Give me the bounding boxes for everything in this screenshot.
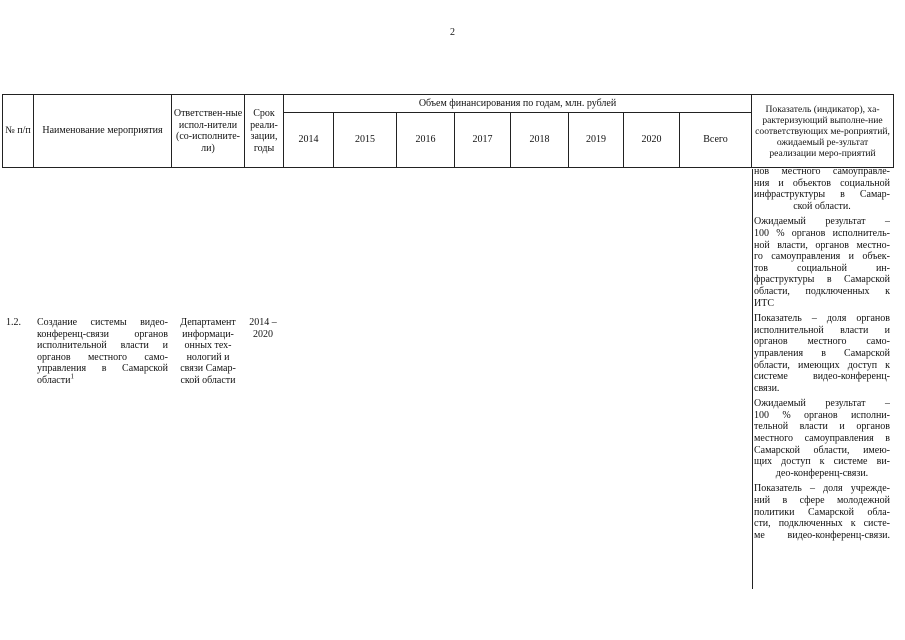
- row-responsible-line: онных тех-: [184, 340, 232, 352]
- indicator-line: ской области.: [793, 200, 851, 212]
- header-table: [2, 94, 894, 168]
- header-indicator: Показатель (индикатор), ха-рактеризующий выполне-ние соответствующих ме-роприятий, ожидаемый ре-зультат реализации меро-приятий: [752, 95, 894, 168]
- indicator-line: связи.: [754, 382, 780, 394]
- row-name-line: органов местного само-: [37, 351, 168, 363]
- row-responsible-line: информаци-: [182, 328, 234, 340]
- row-name-line: конференц-связи органов: [37, 328, 168, 340]
- header-year-2018: 2018: [511, 113, 569, 168]
- header-year-2015: 2015: [334, 113, 397, 168]
- indicator-continuation: [754, 166, 890, 212]
- indicator-line: области, имеющих доступ к: [754, 359, 890, 371]
- indicator-line: фраструктуры в Самарской: [754, 274, 890, 286]
- indicator-line: 100 % органов исполни-: [754, 409, 890, 421]
- page-number: 2: [450, 27, 455, 38]
- row-responsible-line: ской области: [180, 374, 236, 386]
- row-responsible-line: связи Самар-: [180, 363, 236, 375]
- indicator-line: политики Самарской обла-: [754, 506, 890, 518]
- indicator-line: щих доступ к системе ви-: [754, 456, 890, 468]
- row-responsible-line: Департамент: [180, 317, 236, 328]
- indicator-line: ной власти, органов местно-: [754, 239, 890, 251]
- header-responsible: Ответствен-ные испол-нители (со-исполните-ли): [172, 95, 245, 168]
- indicator-line: Показатель – доля учрежде-: [754, 483, 890, 495]
- row-name: [37, 317, 168, 387]
- indicator-line: ний в сфере молодежной: [754, 495, 890, 507]
- indicator-line: Показатель – доля органов: [754, 313, 890, 325]
- row-term-line: 2020: [253, 328, 273, 340]
- row-name-line: управления в Самарской: [37, 363, 168, 375]
- indicator-line: тов социальной ин-: [754, 262, 890, 274]
- indicator-line: ИТС: [754, 297, 774, 309]
- expected-result-1: [754, 216, 890, 309]
- indicator-line: местного самоуправления в: [754, 433, 890, 445]
- indicator-line: инфраструктуры в Самар-: [754, 189, 890, 201]
- indicator-line: области, подключенных к: [754, 285, 890, 297]
- indicator-column-border: [752, 169, 753, 589]
- expected-result-2: [754, 398, 890, 479]
- indicator-line: исполнительной власти и: [754, 324, 890, 336]
- header-no: № п/п: [3, 95, 34, 168]
- row-term: [245, 317, 281, 340]
- indicator-line: системе видео-конференц-: [754, 371, 890, 383]
- header-year-2020: 2020: [624, 113, 680, 168]
- row-name-line: исполнительной власти и: [37, 340, 168, 352]
- indicator-line: ния и объектов социальной: [754, 177, 890, 189]
- header-year-2017: 2017: [455, 113, 511, 168]
- indicator-2: [754, 313, 890, 394]
- indicator-text: [754, 166, 890, 545]
- indicator-line: тельной власти и органов: [754, 421, 890, 433]
- header-total: Всего: [680, 113, 752, 168]
- indicator-line: Ожидаемый результат –: [754, 216, 890, 228]
- header-term: Срок реали-зации, годы: [245, 95, 284, 168]
- header-year-2016: 2016: [397, 113, 455, 168]
- indicator-line: управления в Самарской: [754, 347, 890, 359]
- indicator-line: органов местного само-: [754, 336, 890, 348]
- row-responsible-line: нологий и: [186, 351, 230, 363]
- footnote-marker: 1: [70, 372, 74, 381]
- indicator-line: Самарской области, имею-: [754, 444, 890, 456]
- indicator-line: нов местного самоуправле-: [754, 166, 890, 177]
- indicator-line: Ожидаемый результат –: [754, 398, 890, 410]
- header-funding: Объем финансирования по годам, млн. рублей: [284, 95, 752, 113]
- indicator-3: [754, 483, 890, 541]
- header-year-2014: 2014: [284, 113, 334, 168]
- row-responsible: [173, 317, 243, 387]
- indicator-line: 100 % органов исполнитель-: [754, 227, 890, 239]
- row-name-last-line: области$^1$: [37, 372, 74, 386]
- row-term-line: 2014 –: [249, 317, 277, 328]
- header-name: Наименование мероприятия: [34, 95, 172, 168]
- header-year-2019: 2019: [569, 113, 624, 168]
- row-name-line: Создание системы видео-: [37, 317, 168, 328]
- indicator-line: сти, подключенных к систе-: [754, 518, 890, 530]
- indicator-line: ме видео-конференц-связи.: [754, 529, 890, 541]
- indicator-line: го самоуправления и объек-: [754, 251, 890, 263]
- indicator-line: део-конференц-связи.: [775, 467, 869, 479]
- row-number: 1.2.: [6, 317, 21, 328]
